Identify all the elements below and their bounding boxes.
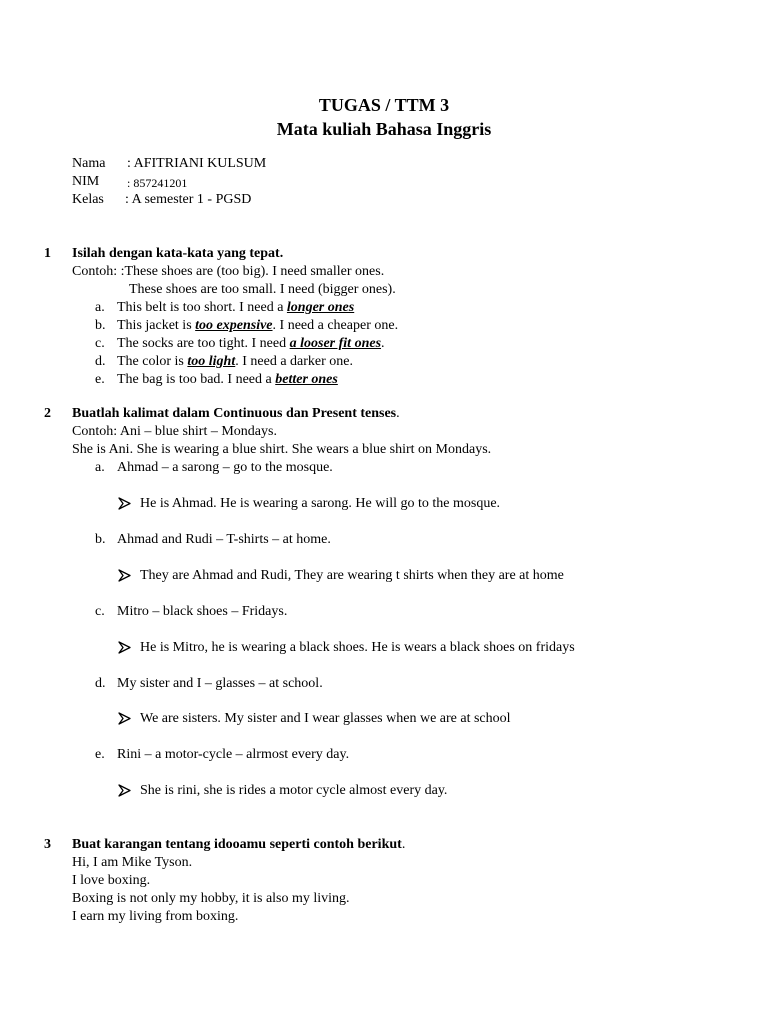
q1-example-1: Contoh: :These shoes are (too big). I need smaller ones. — [72, 264, 385, 279]
nim-label: NIM — [72, 174, 100, 189]
q3-instruction-text: Buat karangan tentang idooamu seperti contoh berikut — [72, 837, 402, 852]
q2-number: 2 — [44, 406, 51, 421]
arrow-bullet-icon — [118, 569, 131, 582]
q2-item-b-label: b. — [95, 532, 106, 547]
kelas-label: Kelas — [72, 192, 104, 207]
q1-item-b-text: This jacket is — [117, 318, 196, 333]
q2-item-a-answer: He is Ahmad. He is wearing a sarong. He will go to the mosque. — [140, 496, 501, 511]
q1-item-e-label: e. — [95, 372, 105, 387]
page-subtitle: Mata kuliah Bahasa Inggris — [276, 119, 492, 139]
q2-item-b-prompt: Ahmad and Rudi – T-shirts – at home. — [117, 532, 331, 547]
q3-line-4: I earn my living from boxing. — [72, 909, 239, 924]
q3-number: 3 — [44, 837, 51, 852]
q1-item-d-answer: too light — [187, 354, 236, 369]
arrow-bullet-icon — [118, 712, 131, 725]
q1-item-b — [117, 318, 398, 334]
q1-item-a-answer: longer ones — [286, 300, 355, 315]
q1-item-e-answer: better ones — [275, 372, 338, 387]
page-title: TUGAS / TTM 3 — [318, 95, 450, 115]
q2-instruction-text: Buatlah kalimat dalam Continuous dan Present tenses — [72, 406, 397, 421]
q3-line-3: Boxing is not only my hobby, it is also my living. — [72, 891, 350, 906]
q2-example-1: Contoh: Ani – blue shirt – Mondays. — [72, 424, 277, 439]
q1-item-c-answer: a looser fit ones — [289, 336, 382, 351]
q2-item-b-answer: They are Ahmad and Rudi, They are wearing t shirts when they are at home — [140, 568, 564, 583]
q1-item-b-end: . I need a cheaper one. — [272, 318, 399, 333]
q2-item-e-answer: She is rini, she is rides a motor cycle almost every day. — [140, 783, 448, 798]
q1-item-c — [117, 336, 385, 352]
q3-instruction-end: . — [401, 837, 406, 852]
q1-item-d-text: The color is — [117, 354, 188, 369]
q2-item-a-prompt: Ahmad – a sarong – go to the mosque. — [117, 460, 333, 475]
q3-line-2: I love boxing. — [72, 873, 151, 888]
q2-item-d-answer: We are sisters. My sister and I wear glasses when we are at school — [140, 711, 511, 726]
nama-label: Nama — [72, 156, 106, 171]
q3-line-1: Hi, I am Mike Tyson. — [72, 855, 193, 870]
q2-item-c-label: c. — [95, 604, 105, 619]
q1-item-d-end: . I need a darker one. — [235, 354, 354, 369]
q2-example-2: She is Ani. She is wearing a blue shirt. She wears a blue shirt on Mondays. — [72, 442, 492, 457]
q1-number: 1 — [44, 246, 51, 261]
q1-item-b-label: b. — [95, 318, 106, 333]
q2-instruction-end: . — [396, 406, 400, 421]
q3-instruction — [72, 837, 405, 853]
q2-item-e-label: e. — [95, 747, 105, 762]
q1-item-c-end: . — [381, 336, 385, 351]
q1-item-e-text: The bag is too bad. I need a — [117, 372, 276, 387]
nama-value: : AFITRIANI KULSUM — [127, 156, 267, 171]
arrow-bullet-icon — [118, 784, 131, 797]
nim-value: : 857241201 — [127, 176, 188, 190]
q1-instruction: Isilah dengan kata-kata yang tepat. — [72, 246, 284, 261]
q2-item-d-label: d. — [95, 676, 106, 691]
arrow-bullet-icon — [118, 641, 131, 654]
q1-item-e — [117, 372, 338, 388]
q1-item-a — [117, 300, 354, 316]
q2-item-c-prompt: Mitro – black shoes – Fridays. — [117, 604, 288, 619]
q2-item-d-prompt: My sister and I – glasses – at school. — [117, 676, 323, 691]
kelas-value: : A semester 1 - PGSD — [125, 192, 252, 207]
q2-item-c-answer: He is Mitro, he is wearing a black shoes. He is wears a black shoes on fridays — [140, 640, 575, 655]
q1-item-b-answer: too expensive — [195, 318, 273, 333]
q1-example-2: These shoes are too small. I need (bigger ones). — [129, 282, 396, 297]
q1-item-d — [117, 354, 353, 370]
q1-item-a-label: a. — [95, 300, 105, 315]
q1-item-c-label: c. — [95, 336, 105, 351]
q1-item-c-text: The socks are too tight. I need — [117, 336, 290, 351]
q2-instruction — [72, 406, 400, 422]
arrow-bullet-icon — [118, 497, 131, 510]
q2-item-e-prompt: Rini – a motor-cycle – alrmost every day. — [117, 747, 350, 762]
q1-item-a-text: This belt is too short. I need a — [117, 300, 287, 315]
q2-item-a-label: a. — [95, 460, 105, 475]
q1-item-d-label: d. — [95, 354, 106, 369]
